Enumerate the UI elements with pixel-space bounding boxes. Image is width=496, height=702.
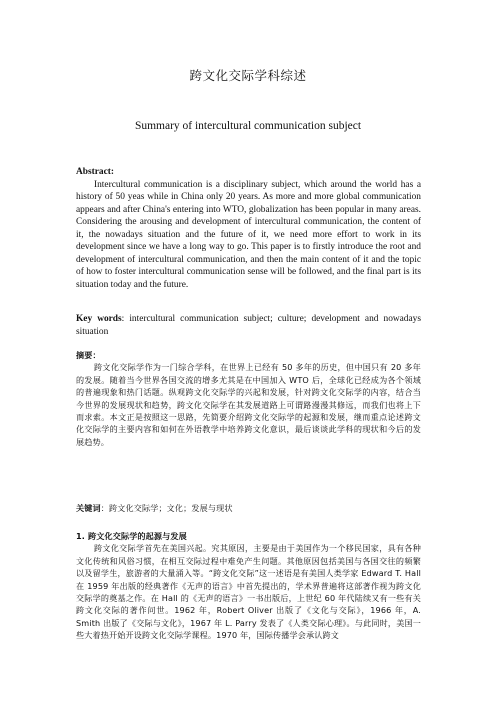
section-1-text: 跨文化交际学首先在美国兴起。究其原因，主要是由于美国作为一个移民国家，具有各种文化传统和风俗习惯，在相互交际过程中难免产生问题。其他原因包括美国与各国交往的频繁以及留学生，旅游者的大量涌入等。“跨文化交际”这一述语是有美国人类学家 Edward T. Hall 在 1959 年出版的经典著作《无声的语言》中首先提出的，学术界普遍将这部著作视为跨文化交际学的奠基之作。在 Hall 的《无声的语言》一书出版后，上世纪 60 年代陆续又有一些有关跨文化交际的著作问世。1962 年，Robert Oliver 出版了《文化与交际》，1966 年，A. Smith 出版了《交际与文化》，1967 年 L. Parry 发表了《人类交际心理》。与此同时，美国一些大着热开始开设跨文化交际学课程。1970 年，国际传播学会承认跨文 — [76, 543, 421, 641]
title-chinese: 跨文化交际学科综述 — [189, 68, 307, 83]
keywords-label: Key words — [76, 314, 122, 324]
abstract-label: Abstract: — [76, 167, 115, 177]
guanjianci-text: ：跨文化交际学；文化；发展与现状 — [100, 503, 233, 513]
guanjianci-label: 关键词 — [76, 503, 101, 513]
zhaiyao-text: 跨文化交际学作为一门综合学科，在世界上已经有 50 多年的历史，但中国只有 20 多年的发展。随着当今世界各国交流的增多尤其是在中国加入 WTO 后，全球化已经成为各个领域的普遍现象和热门话题。纵观跨文化交际学的兴起和发展，针对跨文化交际学的内容，结合当今世界的发展现状和趋势，跨文化交际学在其发展道路上可谓路漫漫其修远，而我们也将上下而求索。本文正是按照这一思路，先简要介绍跨文化交际学的起源和发展，继而重点论述跨文化交际学的主要内容和如何在外语教学中培养跨文化意识，最后谈谈此学科的现状和今后的发展趋势。 — [76, 362, 421, 447]
guanjianci-section — [76, 502, 421, 514]
section-1 — [76, 530, 421, 642]
section-1-heading: 1. 跨文化交际学的起源与发展 — [76, 531, 187, 541]
abstract-text: Intercultural communication is a disciplinary subject, which around the world has a history of 50 yeas while in China only 20 years. As more and more global communication appears and after China's entering into WTO, globalization has been popular in many areas. Considering the arousing and development of intercultural communication, the content of it, the nowadays situation and the future of it, we need more effort to work in its development since we have a long way to go. This paper is to firstly introduce the root and development of intercultural communication, and then the main content of it and the topic of how to foster intercultural communication sense will be followed, and the final part is its situation today and the future. — [76, 179, 421, 290]
zhaiyao-label: 摘要： — [76, 350, 101, 360]
abstract-section — [76, 166, 421, 291]
keywords-text: : intercultural communication subject; culture; development and nowadays situation — [76, 314, 421, 337]
zhaiyao-section — [76, 349, 421, 448]
title-english: Summary of intercultural communication subject — [134, 120, 362, 132]
keywords-section — [76, 313, 421, 338]
